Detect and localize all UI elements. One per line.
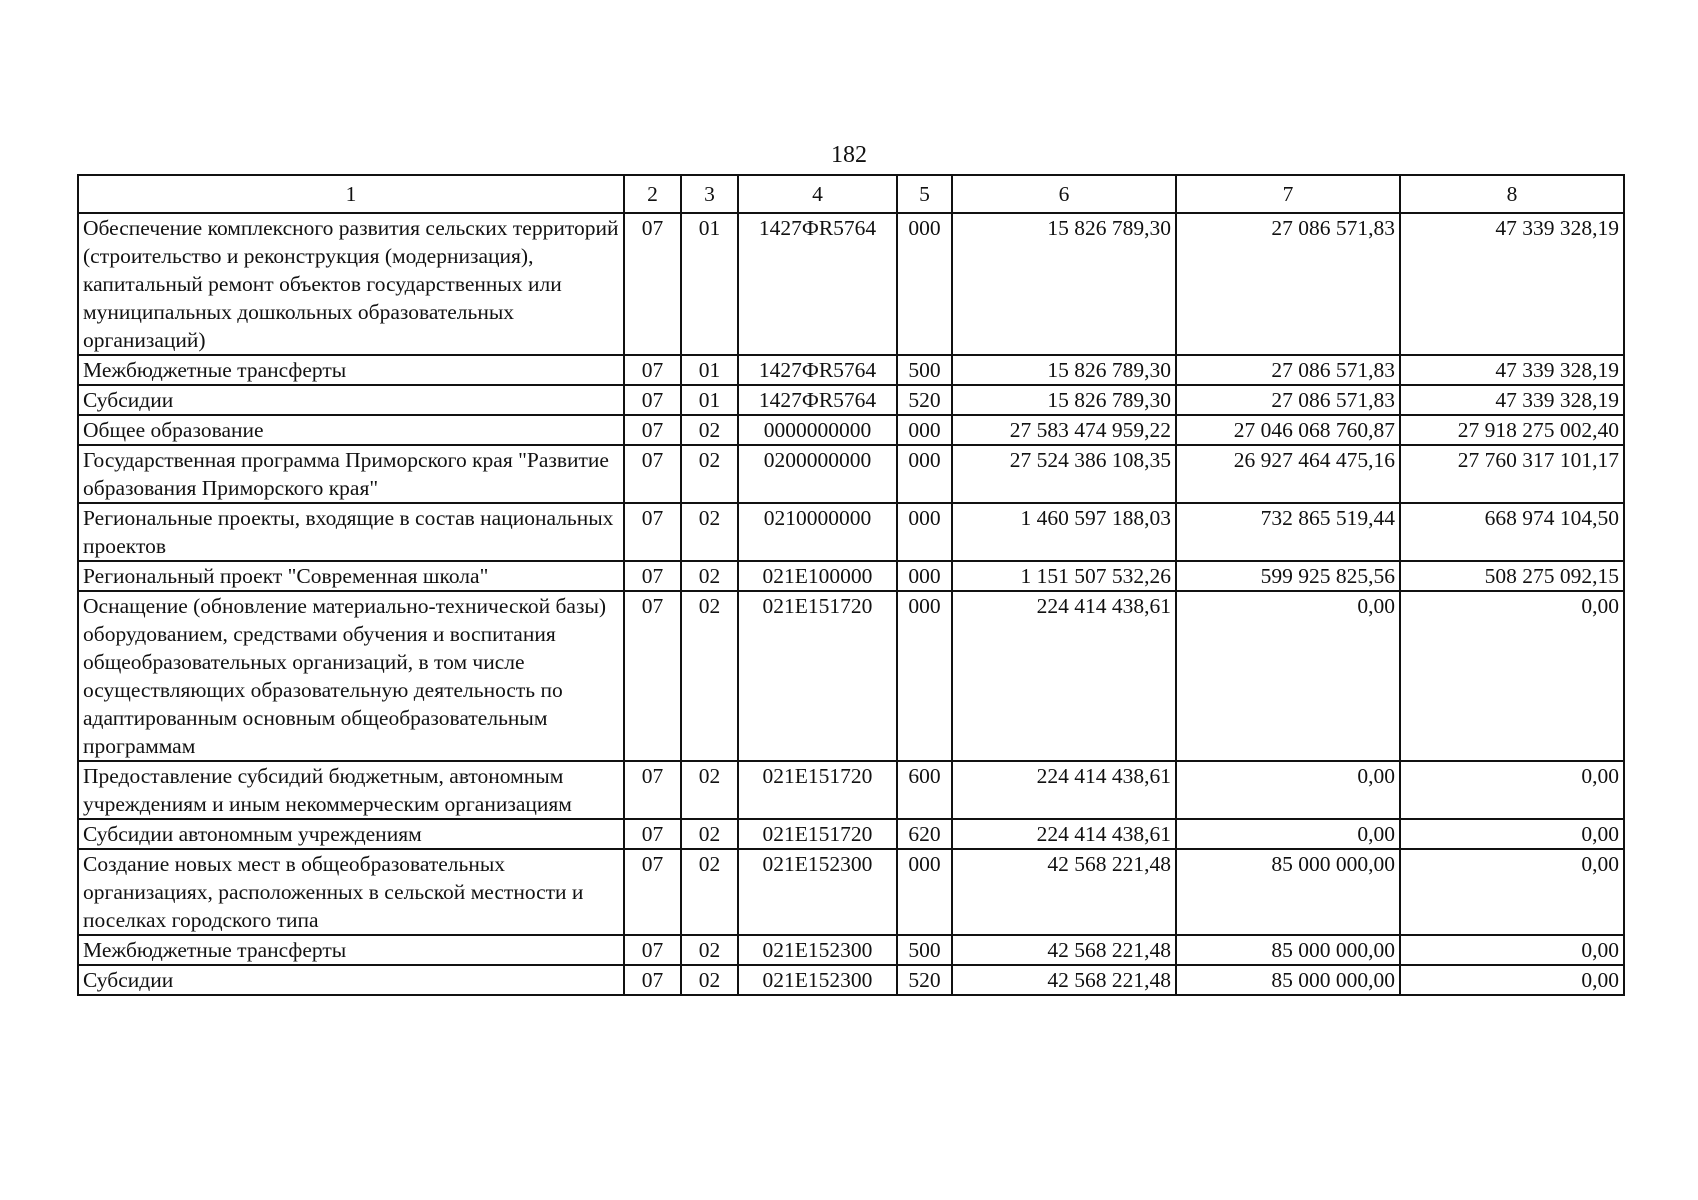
row-value-8: 47 339 328,19 [1400, 213, 1624, 355]
row-csr: 1427ФR5764 [738, 213, 897, 355]
row-vr: 520 [897, 965, 952, 995]
row-value-8: 0,00 [1400, 819, 1624, 849]
table-row [78, 819, 1624, 849]
row-name: Субсидии автономным учреждениям [78, 819, 624, 849]
row-pr: 01 [681, 355, 738, 385]
row-name: Создание новых мест в общеобразовательных организациях, расположенных в сельской местности и поселках городского типа [78, 849, 624, 935]
row-value-6: 224 414 438,61 [952, 591, 1176, 761]
row-pr: 02 [681, 965, 738, 995]
row-value-8: 0,00 [1400, 935, 1624, 965]
row-value-6: 42 568 221,48 [952, 849, 1176, 935]
table-row [78, 761, 1624, 819]
row-value-6: 1 460 597 188,03 [952, 503, 1176, 561]
row-value-7: 0,00 [1176, 591, 1400, 761]
row-value-8: 47 339 328,19 [1400, 385, 1624, 415]
row-pr: 02 [681, 503, 738, 561]
row-value-6: 15 826 789,30 [952, 213, 1176, 355]
row-value-6: 224 414 438,61 [952, 761, 1176, 819]
row-rz: 07 [624, 849, 681, 935]
row-value-7: 27 046 068 760,87 [1176, 415, 1400, 445]
row-name: Обеспечение комплексного развития сельских территорий (строительство и реконструкция (модернизация), капитальный ремонт объектов государственных или муниципальных дошкольных образовательных организаций) [78, 213, 624, 355]
row-vr: 520 [897, 385, 952, 415]
row-name: Субсидии [78, 965, 624, 995]
row-value-8: 27 760 317 101,17 [1400, 445, 1624, 503]
row-value-7: 0,00 [1176, 761, 1400, 819]
row-value-8: 0,00 [1400, 761, 1624, 819]
table-row [78, 445, 1624, 503]
header-cell: 4 [738, 175, 897, 213]
row-value-8: 0,00 [1400, 591, 1624, 761]
row-csr: 021E151720 [738, 591, 897, 761]
row-name: Государственная программа Приморского края "Развитие образования Приморского края" [78, 445, 624, 503]
row-pr: 02 [681, 819, 738, 849]
budget-table [77, 174, 1625, 996]
row-value-6: 15 826 789,30 [952, 385, 1176, 415]
table-row [78, 213, 1624, 355]
row-pr: 02 [681, 935, 738, 965]
row-pr: 01 [681, 385, 738, 415]
header-cell: 7 [1176, 175, 1400, 213]
row-value-7: 26 927 464 475,16 [1176, 445, 1400, 503]
row-value-7: 27 086 571,83 [1176, 385, 1400, 415]
row-rz: 07 [624, 385, 681, 415]
row-value-6: 27 583 474 959,22 [952, 415, 1176, 445]
row-value-7: 85 000 000,00 [1176, 935, 1400, 965]
row-vr: 000 [897, 445, 952, 503]
header-cell: 6 [952, 175, 1176, 213]
row-value-7: 85 000 000,00 [1176, 849, 1400, 935]
row-pr: 02 [681, 761, 738, 819]
row-value-6: 42 568 221,48 [952, 935, 1176, 965]
row-csr: 0000000000 [738, 415, 897, 445]
row-value-6: 42 568 221,48 [952, 965, 1176, 995]
row-value-8: 47 339 328,19 [1400, 355, 1624, 385]
row-pr: 02 [681, 561, 738, 591]
row-csr: 1427ФR5764 [738, 385, 897, 415]
row-pr: 02 [681, 415, 738, 445]
row-value-6: 15 826 789,30 [952, 355, 1176, 385]
header-cell: 1 [78, 175, 624, 213]
row-rz: 07 [624, 591, 681, 761]
row-csr: 0210000000 [738, 503, 897, 561]
table-row [78, 591, 1624, 761]
row-vr: 500 [897, 355, 952, 385]
row-value-7: 0,00 [1176, 819, 1400, 849]
table-row [78, 355, 1624, 385]
row-rz: 07 [624, 561, 681, 591]
header-cell: 8 [1400, 175, 1624, 213]
row-name: Оснащение (обновление материально-технической базы) оборудованием, средствами обучения и воспитания общеобразовательных организаций, в том числе осуществляющих образовательную деятельность по адаптированным основным общеобразовательным программам [78, 591, 624, 761]
row-value-8: 0,00 [1400, 849, 1624, 935]
row-rz: 07 [624, 819, 681, 849]
row-name: Региональные проекты, входящие в состав национальных проектов [78, 503, 624, 561]
row-value-7: 27 086 571,83 [1176, 355, 1400, 385]
row-rz: 07 [624, 935, 681, 965]
row-rz: 07 [624, 445, 681, 503]
row-value-8: 0,00 [1400, 965, 1624, 995]
table-row [78, 849, 1624, 935]
table-row [78, 561, 1624, 591]
row-value-6: 224 414 438,61 [952, 819, 1176, 849]
row-vr: 600 [897, 761, 952, 819]
row-value-7: 732 865 519,44 [1176, 503, 1400, 561]
row-rz: 07 [624, 213, 681, 355]
row-vr: 000 [897, 503, 952, 561]
row-csr: 021E152300 [738, 849, 897, 935]
row-vr: 000 [897, 849, 952, 935]
row-value-8: 27 918 275 002,40 [1400, 415, 1624, 445]
row-name: Субсидии [78, 385, 624, 415]
table-row [78, 385, 1624, 415]
row-csr: 021E100000 [738, 561, 897, 591]
row-value-7: 27 086 571,83 [1176, 213, 1400, 355]
row-vr: 000 [897, 415, 952, 445]
row-name: Предоставление субсидий бюджетным, автономным учреждениям и иным некоммерческим организациям [78, 761, 624, 819]
row-vr: 000 [897, 561, 952, 591]
table-row [78, 415, 1624, 445]
row-csr: 1427ФR5764 [738, 355, 897, 385]
row-pr: 02 [681, 591, 738, 761]
row-name: Региональный проект "Современная школа" [78, 561, 624, 591]
row-vr: 000 [897, 591, 952, 761]
row-pr: 01 [681, 213, 738, 355]
row-csr: 021E152300 [738, 965, 897, 995]
row-rz: 07 [624, 965, 681, 995]
row-value-8: 508 275 092,15 [1400, 561, 1624, 591]
page-number: 182 [831, 142, 867, 168]
table-row [78, 503, 1624, 561]
row-vr: 620 [897, 819, 952, 849]
row-name: Общее образование [78, 415, 624, 445]
row-csr: 021E151720 [738, 761, 897, 819]
row-name: Межбюджетные трансферты [78, 935, 624, 965]
row-value-8: 668 974 104,50 [1400, 503, 1624, 561]
header-cell: 2 [624, 175, 681, 213]
row-value-7: 85 000 000,00 [1176, 965, 1400, 995]
row-vr: 000 [897, 213, 952, 355]
row-value-6: 1 151 507 532,26 [952, 561, 1176, 591]
table-row [78, 935, 1624, 965]
row-pr: 02 [681, 445, 738, 503]
header-cell: 5 [897, 175, 952, 213]
row-pr: 02 [681, 849, 738, 935]
row-csr: 0200000000 [738, 445, 897, 503]
table-row [78, 965, 1624, 995]
row-name: Межбюджетные трансферты [78, 355, 624, 385]
row-value-6: 27 524 386 108,35 [952, 445, 1176, 503]
header-cell: 3 [681, 175, 738, 213]
header-row [78, 175, 1624, 213]
row-rz: 07 [624, 415, 681, 445]
row-rz: 07 [624, 503, 681, 561]
row-csr: 021E151720 [738, 819, 897, 849]
row-value-7: 599 925 825,56 [1176, 561, 1400, 591]
row-rz: 07 [624, 761, 681, 819]
row-csr: 021E152300 [738, 935, 897, 965]
row-vr: 500 [897, 935, 952, 965]
row-rz: 07 [624, 355, 681, 385]
